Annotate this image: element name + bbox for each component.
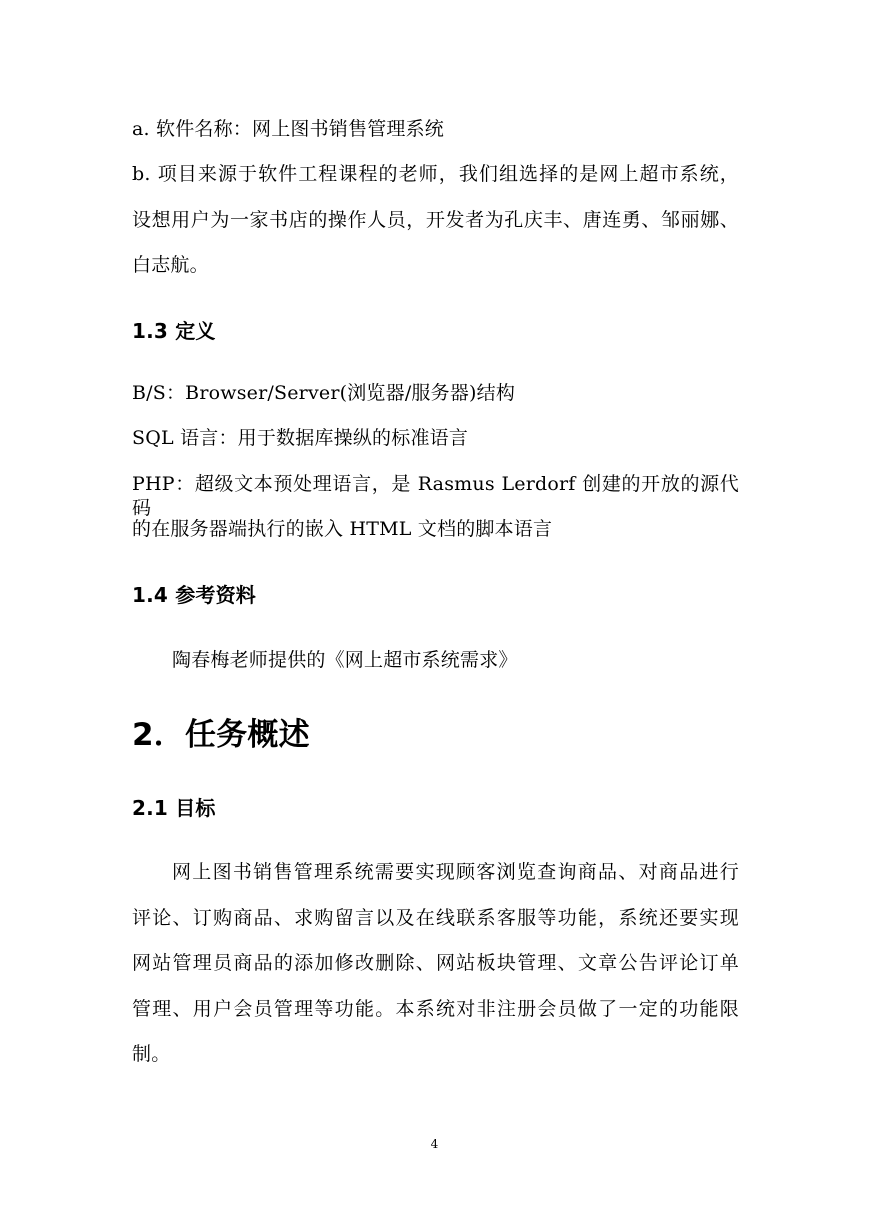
section-heading-definitions: 1.3 定义 [132,319,216,343]
goal-paragraph-line-2: 评论、订购商品、求购留言以及在线联系客服等功能，系统还要实现 [132,907,739,929]
definition-php-line-2: 的在服务器端执行的嵌入 HTML 文档的脚本语言 [132,518,553,540]
software-name-line: a. 软件名称：网上图书销售管理系统 [132,118,445,140]
definition-bs: B/S：Browser/Server(浏览器/服务器)结构 [132,382,516,404]
project-source-line-3: 白志航。 [132,254,209,276]
goal-paragraph-line-4: 管理、用户会员管理等功能。本系统对非注册会员做了一定的功能限 [132,998,739,1020]
chapter-heading-task-overview: 2．任务概述 [132,717,310,753]
definition-sql: SQL 语言：用于数据库操纵的标准语言 [132,427,469,449]
section-heading-goals: 2.1 目标 [132,796,216,820]
goal-paragraph-line-1: 网上图书销售管理系统需要实现顾客浏览查询商品、对商品进行 [172,861,739,883]
project-source-line-1: b. 项目来源于软件工程课程的老师，我们组选择的是网上超市系统， [132,163,739,185]
goal-paragraph-line-3: 网站管理员商品的添加修改删除、网站板块管理、文章公告评论订单 [132,952,739,974]
goal-paragraph-line-5: 制。 [132,1043,171,1065]
section-heading-references: 1.4 参考资料 [132,583,256,607]
page-number: 4 [430,1137,439,1151]
reference-item: 陶春梅老师提供的《网上超市系统需求》 [172,649,518,671]
definition-php-line-1: PHP：超级文本预处理语言，是 Rasmus Lerdorf 创建的开放的源代码 [132,473,739,519]
project-source-line-2: 设想用户为一家书店的操作人员，开发者为孔庆丰、唐连勇、邹丽娜、 [132,209,739,231]
